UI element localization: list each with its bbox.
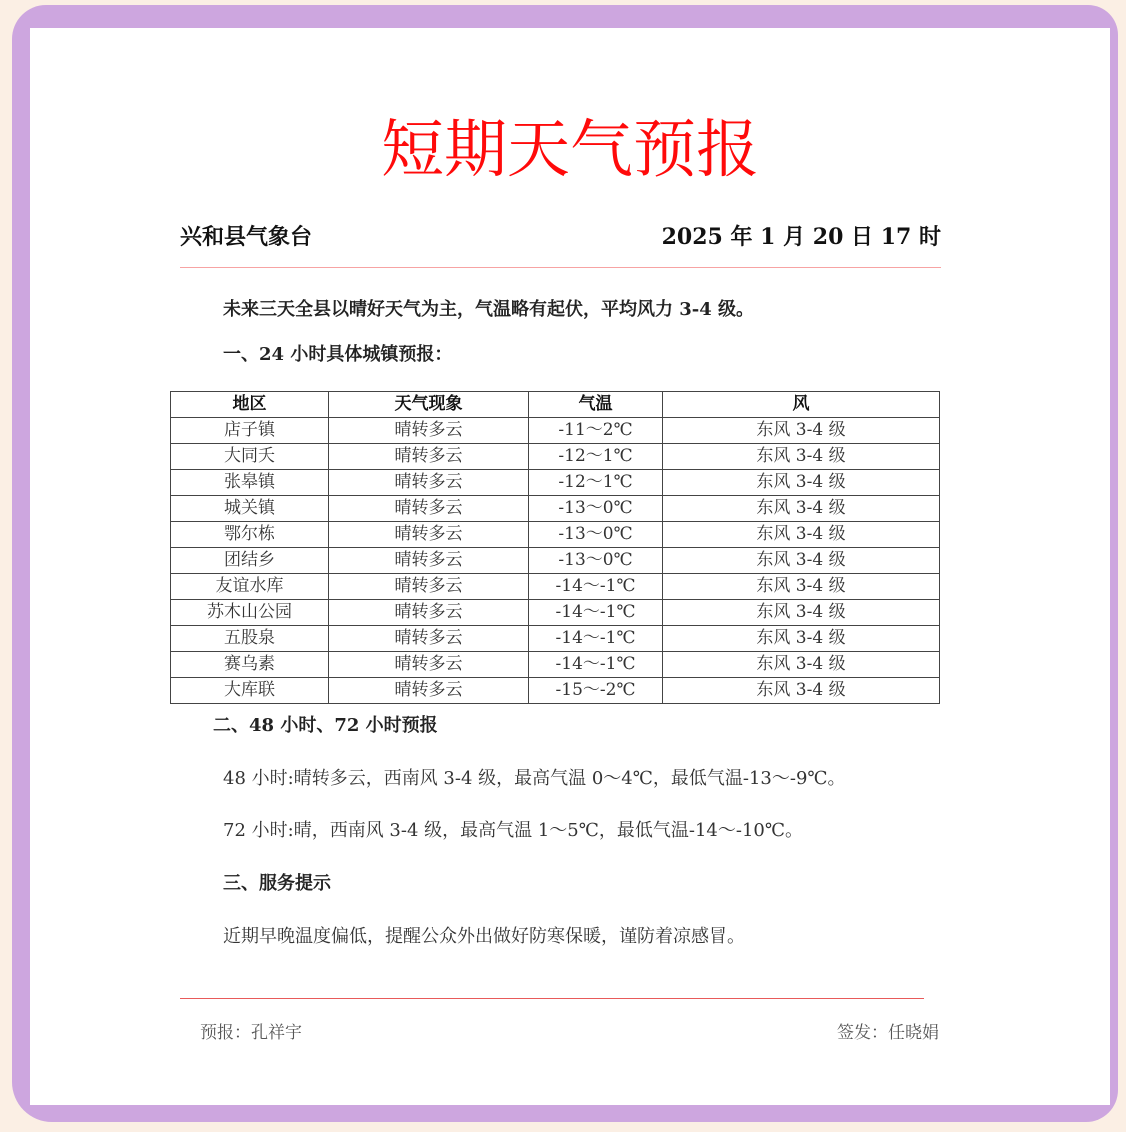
column-header-wind: 风 xyxy=(663,392,940,418)
cell-wind: 东风 3-4 级 xyxy=(663,548,940,574)
cell-region: 张皋镇 xyxy=(171,470,329,496)
cell-weather: 晴转多云 xyxy=(329,574,529,600)
service-tip: 近期早晚温度偏低，提醒公众外出做好防寒保暖，谨防着凉感冒。 xyxy=(223,926,745,947)
table-row xyxy=(171,626,940,652)
section2-heading: 二、48 小时、72 小时预报 xyxy=(213,715,438,736)
cell-weather: 晴转多云 xyxy=(329,626,529,652)
footer-divider xyxy=(180,998,924,999)
table-row xyxy=(171,470,940,496)
section3-heading: 三、服务提示 xyxy=(223,873,331,894)
section1-heading: 一、24 小时具体城镇预报： xyxy=(223,344,453,365)
cell-region: 苏木山公园 xyxy=(171,600,329,626)
cell-wind: 东风 3-4 级 xyxy=(663,470,940,496)
table-row xyxy=(171,444,940,470)
cell-temperature: -13～0℃ xyxy=(529,496,663,522)
cell-temperature: -13～0℃ xyxy=(529,522,663,548)
cell-temperature: -14～-1℃ xyxy=(529,600,663,626)
cell-weather: 晴转多云 xyxy=(329,418,529,444)
cell-wind: 东风 3-4 级 xyxy=(663,444,940,470)
cell-wind: 东风 3-4 级 xyxy=(663,496,940,522)
cell-temperature: -15～-2℃ xyxy=(529,678,663,704)
cell-region: 鄂尔栋 xyxy=(171,522,329,548)
cell-temperature: -14～-1℃ xyxy=(529,626,663,652)
cell-wind: 东风 3-4 级 xyxy=(663,652,940,678)
document-title: 短期天气预报 xyxy=(381,113,759,186)
cell-region: 赛乌素 xyxy=(171,652,329,678)
cell-wind: 东风 3-4 级 xyxy=(663,678,940,704)
forecaster-credit: 预报：孔祥宇 xyxy=(200,1023,302,1043)
forecast-72h: 72 小时:晴，西南风 3-4 级，最高气温 1～5℃，最低气温-14～-10℃。 xyxy=(223,820,803,841)
cell-wind: 东风 3-4 级 xyxy=(663,522,940,548)
cell-region: 店子镇 xyxy=(171,418,329,444)
column-header-weather: 天气现象 xyxy=(329,392,529,418)
cell-weather: 晴转多云 xyxy=(329,522,529,548)
cell-region: 团结乡 xyxy=(171,548,329,574)
cell-region: 城关镇 xyxy=(171,496,329,522)
table-row xyxy=(171,548,940,574)
cell-wind: 东风 3-4 级 xyxy=(663,574,940,600)
table-row xyxy=(171,600,940,626)
cell-temperature: -14～-1℃ xyxy=(529,574,663,600)
approver-credit: 签发：任晓娟 xyxy=(837,1023,939,1043)
summary-text: 未来三天全县以晴好天气为主，气温略有起伏，平均风力 3-4 级。 xyxy=(223,299,755,320)
table-row xyxy=(171,418,940,444)
table-row xyxy=(171,496,940,522)
table-row xyxy=(171,522,940,548)
cell-temperature: -12～1℃ xyxy=(529,444,663,470)
header-divider xyxy=(180,267,941,268)
cell-wind: 东风 3-4 级 xyxy=(663,600,940,626)
cell-weather: 晴转多云 xyxy=(329,444,529,470)
forecast-48h: 48 小时:晴转多云，西南风 3-4 级，最高气温 0～4℃，最低气温-13～-9℃。 xyxy=(223,768,846,789)
issue-time: 2025 年 1 月 20 日 17 时 xyxy=(661,224,941,250)
cell-region: 友谊水库 xyxy=(171,574,329,600)
table-row xyxy=(171,678,940,704)
cell-temperature: -12～1℃ xyxy=(529,470,663,496)
cell-weather: 晴转多云 xyxy=(329,470,529,496)
cell-region: 大库联 xyxy=(171,678,329,704)
cell-temperature: -11～2℃ xyxy=(529,418,663,444)
cell-weather: 晴转多云 xyxy=(329,600,529,626)
cell-weather: 晴转多云 xyxy=(329,678,529,704)
cell-wind: 东风 3-4 级 xyxy=(663,626,940,652)
cell-weather: 晴转多云 xyxy=(329,548,529,574)
town-forecast-table xyxy=(170,391,940,704)
table-row xyxy=(171,574,940,600)
column-header-region: 地区 xyxy=(171,392,329,418)
cell-temperature: -13～0℃ xyxy=(529,548,663,574)
table-header-row xyxy=(171,392,940,418)
cell-region: 五股泉 xyxy=(171,626,329,652)
column-header-temperature: 气温 xyxy=(529,392,663,418)
cell-region: 大同夭 xyxy=(171,444,329,470)
cell-weather: 晴转多云 xyxy=(329,652,529,678)
organization-name: 兴和县气象台 xyxy=(180,224,313,250)
table-row xyxy=(171,652,940,678)
cell-weather: 晴转多云 xyxy=(329,496,529,522)
cell-wind: 东风 3-4 级 xyxy=(663,418,940,444)
cell-temperature: -14～-1℃ xyxy=(529,652,663,678)
